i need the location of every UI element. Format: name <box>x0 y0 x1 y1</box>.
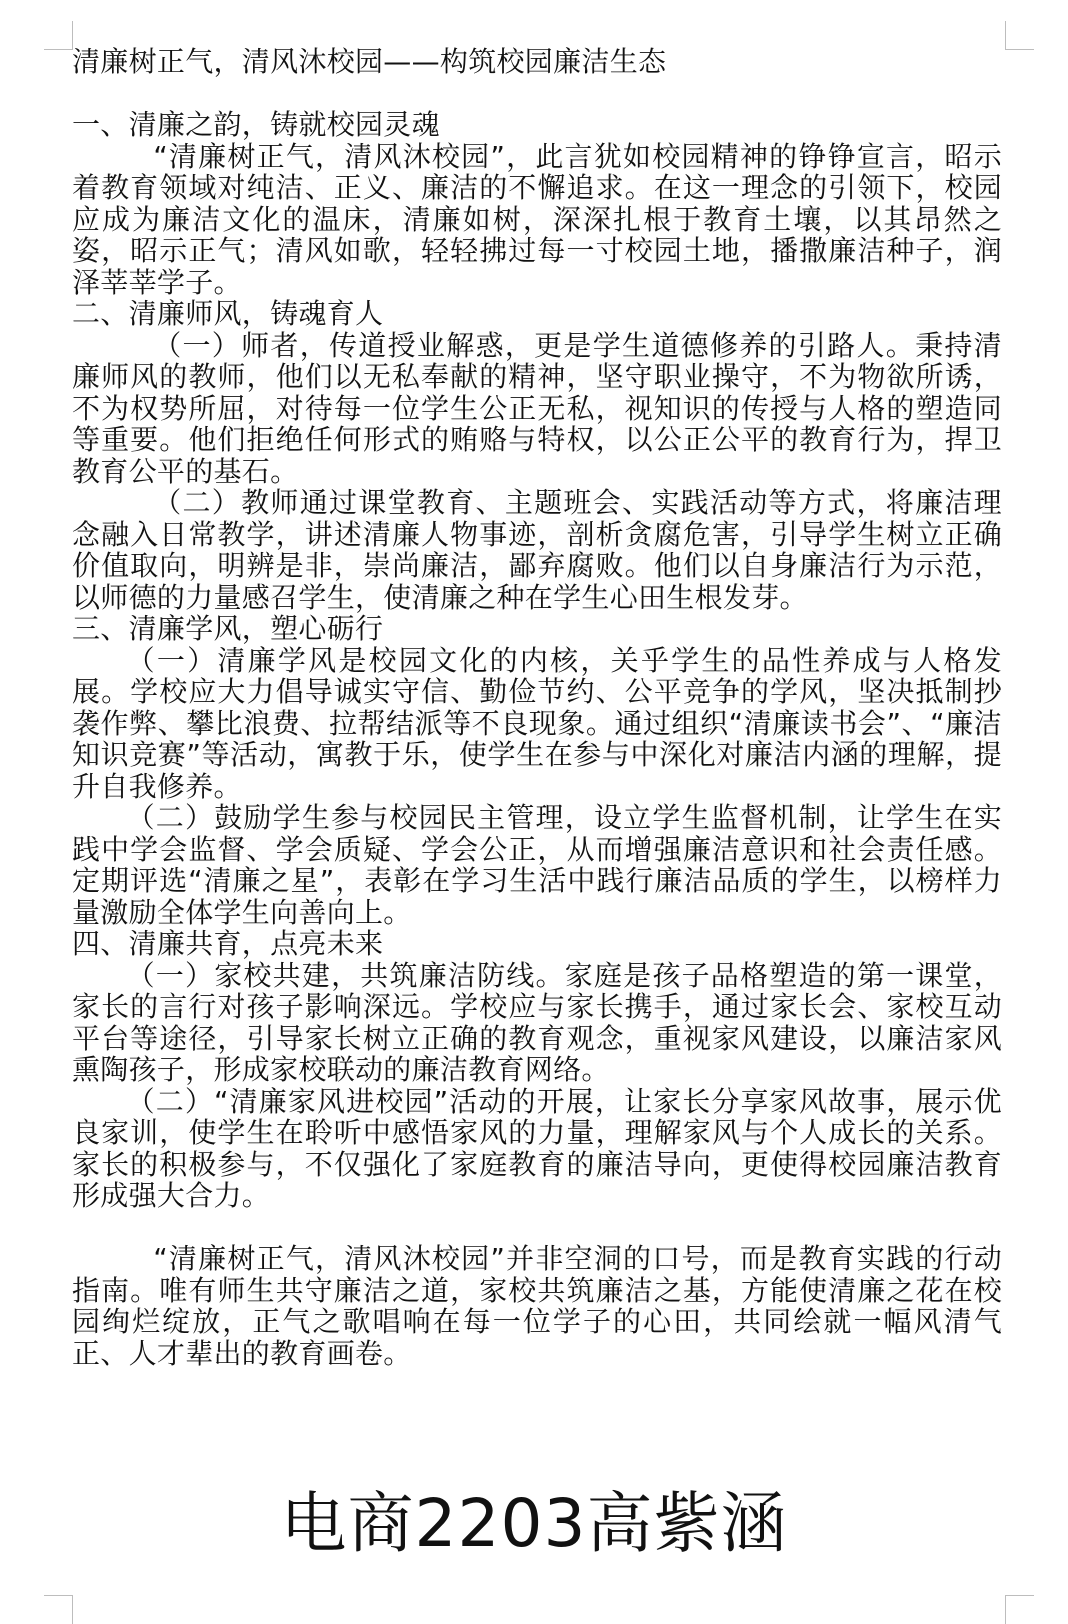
author-signature: 电商2203高紫涵 <box>280 1485 788 1562</box>
section-4-paragraph-2: （二）“清廉家风进校园”活动的开展，让家长分享家风故事，展示优良家训，使学生在聆听中感悟家风的力量，理解家风与个人成长的关系。家长的积极参与，不仅强化了家庭教育的廉洁导向，更使得校园廉洁教育形成强大合力。 <box>72 1084 1002 1212</box>
crop-mark-bottom-left <box>44 1595 73 1624</box>
section-heading-1: 一、清廉之韵，铸就校园灵魂 <box>72 108 440 141</box>
section-heading-2: 二、清廉师风，铸魂育人 <box>72 297 384 330</box>
document-title: 清廉树正气，清风沐校园——构筑校园廉洁生态 <box>72 45 667 78</box>
section-heading-3: 三、清廉学风，塑心砺行 <box>72 612 384 645</box>
crop-mark-top-right <box>1005 21 1034 50</box>
crop-mark-bottom-right <box>1005 1595 1034 1624</box>
section-2-paragraph-1: （一）师者，传道授业解惑，更是学生道德修养的引路人。秉持清廉师风的教师，他们以无私奉献的精神，坚守职业操守，不为物欲所诱，不为权势所屈，对待每一位学生公正无私，视知识的传授与人格的塑造同等重要。他们拒绝任何形式的贿赂与特权，以公正公平的教育行为，捍卫教育公平的基石。 <box>72 328 1002 488</box>
section-2-paragraph-2: （二）教师通过课堂教育、主题班会、实践活动等方式，将廉洁理念融入日常教学，讲述清廉人物事迹，剖析贪腐危害，引导学生树立正确价值取向，明辨是非，崇尚廉洁，鄙弃腐败。他们以自身廉洁行为示范，以师德的力量感召学生，使清廉之种在学生心田生根发芽。 <box>72 486 1002 614</box>
section-heading-4: 四、清廉共育，点亮未来 <box>72 927 384 960</box>
document-body <box>72 46 1002 1369</box>
section-4-paragraph-1: （一）家校共建，共筑廉洁防线。家庭是孩子品格塑造的第一课堂，家长的言行对孩子影响深远。学校应与家长携手，通过家长会、家校互动平台等途径，引导家长树立正确的教育观念，重视家风建设，以廉洁家风熏陶孩子，形成家校联动的廉洁教育网络。 <box>72 958 1002 1086</box>
conclusion-paragraph: “清廉树正气，清风沐校园”并非空洞的口号，而是教育实践的行动指南。唯有师生共守廉洁之道，家校共筑廉洁之基，方能使清廉之花在校园绚烂绽放，正气之歌唱响在每一位学子的心田，共同绘就一幅风清气正、人才辈出的教育画卷。 <box>72 1242 1002 1370</box>
crop-mark-top-left <box>44 21 73 50</box>
blank-line <box>72 1212 1002 1244</box>
section-3-paragraph-1: （一）清廉学风是校园文化的内核，关乎学生的品性养成与人格发展。学校应大力倡导诚实守信、勤俭节约、公平竞争的学风，坚决抵制抄袭作弊、攀比浪费、拉帮结派等不良现象。通过组织“清廉读书会”、“廉洁知识竞赛”等活动，寓教于乐，使学生在参与中深化对廉洁内涵的理解，提升自我修养。 <box>72 643 1002 803</box>
blank-line <box>72 78 1002 110</box>
section-3-paragraph-2: （二）鼓励学生参与校园民主管理，设立学生监督机制，让学生在实践中学会监督、学会质疑、学会公正，从而增强廉洁意识和社会责任感。定期评选“清廉之星”，表彰在学习生活中践行廉洁品质的学生，以榜样力量激励全体学生向善向上。 <box>72 801 1002 929</box>
section-1-paragraph-1: “清廉树正气，清风沐校园”，此言犹如校园精神的铮铮宣言，昭示着教育领域对纯洁、正义、廉洁的不懈追求。在这一理念的引领下，校园应成为廉洁文化的温床，清廉如树，深深扎根于教育土壤，以其昂然之姿，昭示正气；清风如歌，轻轻拂过每一寸校园土地，播撒廉洁种子，润泽莘莘学子。 <box>72 139 1002 299</box>
